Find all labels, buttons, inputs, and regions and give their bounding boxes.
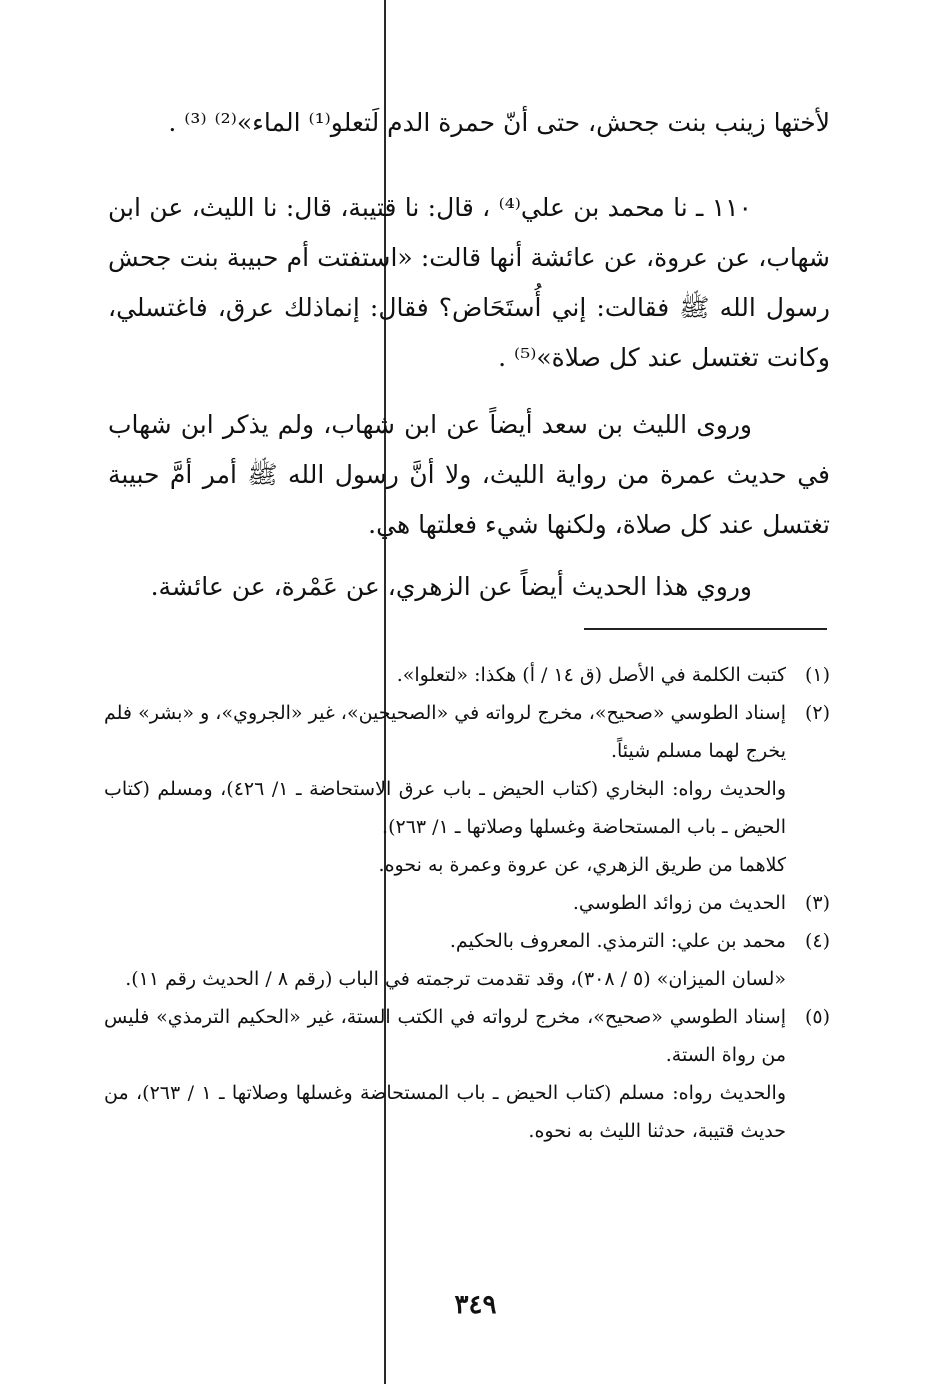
footnote-number: (٣) [804,892,830,914]
paragraph-1: لأختها زينب بنت جحش، حتى أنّ حمرة الدم لَتعلو⁽¹⁾ الماء»⁽²⁾ ⁽³⁾ . [168,108,830,137]
footnote-text: إسناد الطوسي «صحيح»، مخرج لرواته في «الصحيحين»، غير «الجروي»، و «بشر» فلم يخرج لهما مسلم شيئاً. [104,702,786,762]
footnote-5 [104,998,830,1074]
footnote-number: (١) [804,664,830,686]
page-number: ٣٤٩ [454,1290,497,1320]
footnote-text: محمد بن علي: الترمذي. المعروف بالحكيم. [449,930,786,952]
footnotes [104,656,830,1150]
footnote-2 [104,694,830,770]
footnote-separator [584,628,827,630]
footnote-number: (٥) [804,1006,830,1028]
footnote-1 [104,656,830,694]
paragraph-3: وروى الليث بن سعد أيضاً عن ابن شهاب، ولم يذكر ابن شهاب في حديث عمرة من رواية الليث، ولا أنَّ رسول الله ﷺ أمر أمَّ حبيبة تغتسل عند كل صلاة، ولكنها شيء فعلتها هي. [108,410,830,539]
footnote-2-continuation: والحديث رواه: البخاري (كتاب الحيض ـ باب عرق الاستحاضة ـ ١/ ٤٢٦)، ومسلم (كتاب الحيض ـ باب المستحاضة وغسلها وصلاتها ـ ١/ ٢٦٣). [104,778,786,838]
footnote-text: كتبت الكلمة في الأصل (ق ١٤ / أ) هكذا: «لتعلوا». [396,664,786,686]
footnote-number: (٤) [804,930,830,952]
footnote-5-continuation: والحديث رواه: مسلم (كتاب الحيض ـ باب المستحاضة وغسلها وصلاتها ـ ١ / ٢٦٣)، من حديث قتيبة، حدثنا الليث به نحوه. [104,1082,787,1142]
footnote-text: الحديث من زوائد الطوسي. [572,892,786,914]
footnote-2-continuation: كلاهما من طريق الزهري، عن عروة وعمرة به نحوه. [378,854,786,876]
footnote-3 [104,884,830,922]
paragraph-4: وروي هذا الحديث أيضاً عن الزهري، عن عَمْرة، عن عائشة. [150,572,752,601]
footnote-text: إسناد الطوسي «صحيح»، مخرج لرواته في الكتب الستة، غير «الحكيم الترمذي» فليس من رواة الستة. [104,1006,786,1066]
footnote-number: (٢) [804,702,830,724]
footnote-4-continuation: «لسان الميزان» (٥ / ٣٠٨)، وقد تقدمت ترجمته في الباب (رقم ٨ / الحديث رقم ١١). [125,968,786,990]
footnote-4 [104,922,830,960]
hadith-110-paragraph: ١١٠ ـ نا محمد بن علي⁽⁴⁾ ، قال: نا قتيبة، قال: نا الليث، عن ابن شهاب، عن عروة، عن عائشة أنها قالت: «استفتت أم حبيبة بنت جحش رسول الله ﷺ فقالت: إني أُستَحَاض؟ فقال: إنماذلك عرق، فاغتسلي، وكانت تغتسل عند كل صلاة»⁽⁵⁾ . [108,193,830,372]
